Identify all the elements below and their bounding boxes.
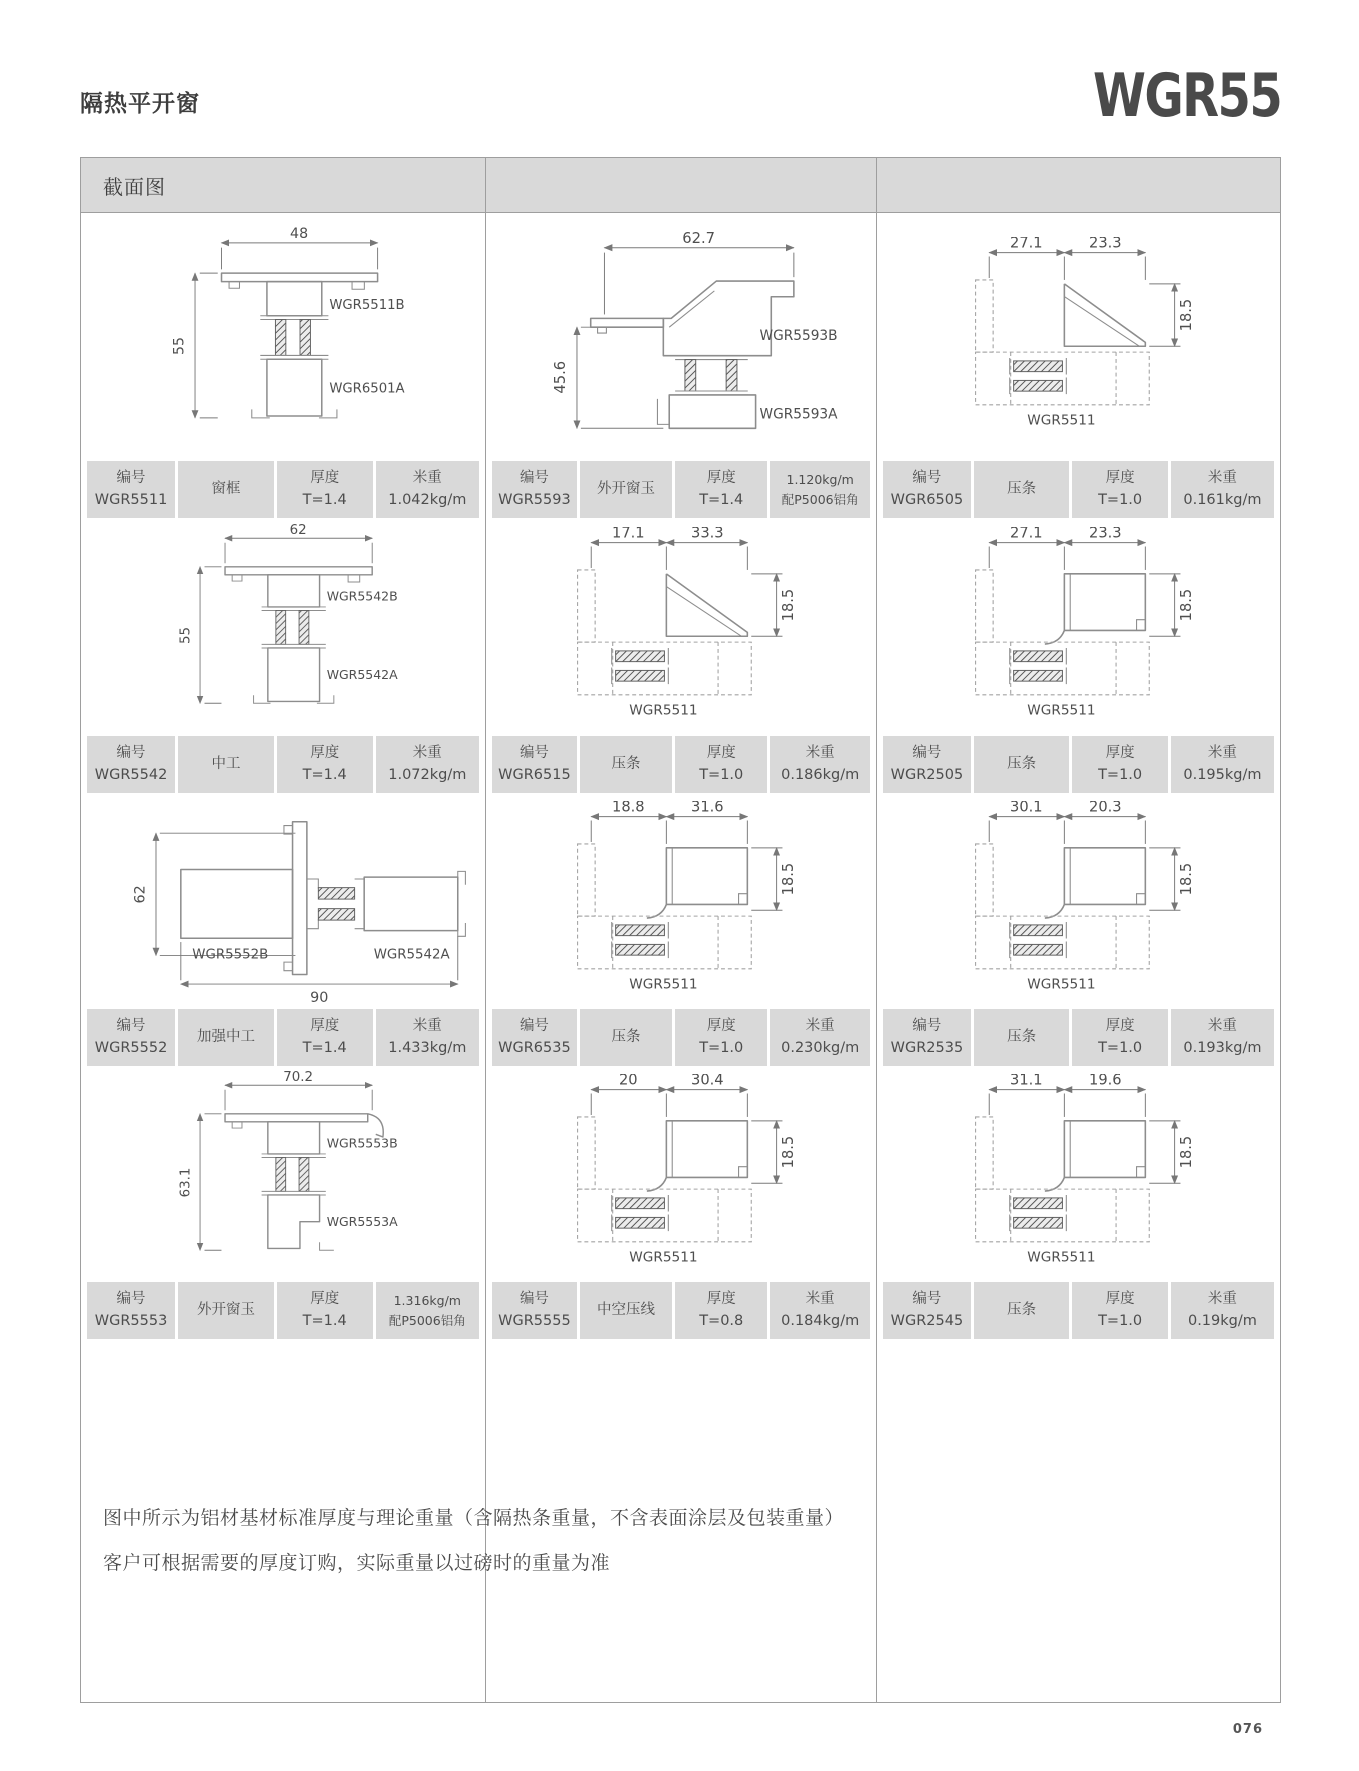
cross-section-drawing bbox=[92, 795, 474, 1007]
spec-name-cell bbox=[580, 1009, 672, 1066]
cross-section-drawing bbox=[118, 522, 448, 732]
spec-code-label: 编号 bbox=[519, 470, 549, 487]
spec-thickness-cell bbox=[675, 1009, 767, 1066]
spec-name-cell bbox=[580, 1282, 672, 1339]
spec-strip bbox=[877, 1009, 1280, 1066]
cross-section-drawing bbox=[913, 1074, 1245, 1274]
spec-weight-value: 0.230kg/m bbox=[781, 1039, 860, 1056]
profile-label: WGR5511 bbox=[1026, 1249, 1096, 1266]
profile-label: WGR5553A bbox=[326, 1214, 398, 1230]
spec-strip bbox=[486, 1282, 877, 1339]
spec-weight-cell bbox=[376, 461, 479, 518]
spec-code-cell bbox=[87, 736, 175, 793]
spec-code-value: WGR2545 bbox=[890, 1312, 964, 1329]
drawing-cell-wgr5593 bbox=[486, 213, 877, 461]
spec-weight-value: 0.193kg/m bbox=[1183, 1039, 1262, 1056]
dim-height-label: 18.5 bbox=[1177, 1135, 1195, 1169]
spec-code-cell bbox=[87, 461, 175, 518]
spec-thickness-cell bbox=[277, 461, 373, 518]
spec-thickness-label: 厚度 bbox=[706, 745, 736, 762]
spec-name-value: 压条 bbox=[611, 755, 641, 772]
profile-label: WGR5511 bbox=[629, 1249, 698, 1266]
spec-thickness-label: 厚度 bbox=[1105, 1018, 1135, 1035]
spec-code-label: 编号 bbox=[912, 470, 942, 487]
spec-thickness-cell bbox=[675, 461, 767, 518]
spec-code-value: WGR5555 bbox=[498, 1312, 571, 1329]
spec-code-value: WGR6505 bbox=[890, 491, 964, 508]
dim-width-label: 19.6 bbox=[1088, 1074, 1122, 1089]
dim-width-label: 62.7 bbox=[682, 231, 716, 247]
spec-thickness-value: T=1.0 bbox=[1098, 1312, 1143, 1329]
spec-thickness-cell bbox=[675, 1282, 767, 1339]
spec-code-cell bbox=[883, 1282, 971, 1339]
dim-width-label: 20.3 bbox=[1088, 801, 1122, 816]
spec-name-value: 中工 bbox=[211, 755, 241, 772]
spec-code-label: 编号 bbox=[116, 745, 146, 762]
spec-weight-value: 0.195kg/m bbox=[1183, 766, 1262, 783]
spec-code-label: 编号 bbox=[116, 1018, 146, 1035]
spec-name-cell bbox=[178, 461, 274, 518]
dim-height-label: 18.5 bbox=[780, 862, 798, 896]
spec-thickness-value: T=1.4 bbox=[302, 766, 347, 783]
spec-name-value: 中空压线 bbox=[597, 1301, 655, 1318]
spec-thickness-label: 厚度 bbox=[706, 1291, 736, 1308]
spec-name-cell bbox=[974, 1282, 1070, 1339]
spec-thickness-label: 厚度 bbox=[310, 745, 340, 762]
spec-name-cell bbox=[178, 1009, 274, 1066]
footer-cell bbox=[877, 1339, 1280, 1702]
spec-thickness-label: 厚度 bbox=[310, 1018, 340, 1035]
spec-name-value: 压条 bbox=[1007, 755, 1037, 772]
spec-code-cell bbox=[87, 1009, 175, 1066]
spec-code-cell bbox=[87, 1282, 175, 1339]
spec-code-label: 编号 bbox=[116, 1291, 146, 1308]
drawing-cell-wgr5542 bbox=[81, 518, 486, 736]
spec-strip bbox=[81, 1282, 486, 1339]
profile-label: WGR5553B bbox=[326, 1135, 398, 1151]
spec-thickness-label: 厚度 bbox=[706, 470, 736, 487]
spec-weight-value: 0.19kg/m bbox=[1187, 1312, 1257, 1329]
spec-weight-label: 米重 bbox=[805, 1018, 835, 1035]
spec-strip bbox=[81, 736, 486, 793]
spec-thickness-value: T=1.0 bbox=[699, 766, 744, 783]
dim-width-label: 20 bbox=[619, 1074, 638, 1089]
spec-weight-value: 1.433kg/m bbox=[388, 1039, 467, 1056]
dim-width-label: 30.4 bbox=[691, 1074, 724, 1089]
spec-name-cell bbox=[580, 461, 672, 518]
spec-code-label: 编号 bbox=[519, 745, 549, 762]
cross-section-drawing bbox=[515, 527, 847, 727]
spec-weight-cell bbox=[376, 736, 479, 793]
spec-code-value: WGR5511 bbox=[94, 491, 168, 508]
spec-code-label: 编号 bbox=[116, 470, 146, 487]
spec-name-value: 窗框 bbox=[211, 480, 241, 497]
profile-label: WGR5511 bbox=[629, 976, 698, 993]
spec-weight-label: 米重 bbox=[1207, 745, 1237, 762]
profile-geometry bbox=[578, 543, 783, 695]
dim-width-label: 90 bbox=[310, 990, 329, 1007]
spec-name-value: 压条 bbox=[1007, 1301, 1037, 1318]
model-number: WGR55 bbox=[1092, 61, 1281, 131]
drawing-cell-wgr5553 bbox=[81, 1066, 486, 1282]
spec-weight-value: 1.042kg/m bbox=[388, 491, 467, 508]
page-header bbox=[80, 60, 1281, 131]
dim-width-label: 31.6 bbox=[691, 801, 724, 816]
dim-width-label: 33.3 bbox=[691, 527, 724, 542]
spec-thickness-value: T=1.4 bbox=[302, 491, 347, 508]
profile-label: WGR5552B bbox=[192, 947, 269, 963]
dim-height-label: 55 bbox=[171, 336, 188, 356]
spec-weight-label: 米重 bbox=[412, 1018, 442, 1035]
spec-code-label: 编号 bbox=[912, 1018, 942, 1035]
spec-strip bbox=[486, 736, 877, 793]
spec-weight-value: 1.120kg/m bbox=[786, 472, 854, 488]
spec-code-cell bbox=[883, 461, 971, 518]
spec-thickness-cell bbox=[1072, 1009, 1168, 1066]
dim-height-label: 18.5 bbox=[1177, 588, 1195, 622]
dim-height-label: 45.6 bbox=[552, 360, 570, 394]
spec-strip bbox=[81, 461, 486, 518]
dim-height-label: 18.5 bbox=[780, 1135, 798, 1169]
dim-width-label: 27.1 bbox=[1009, 527, 1043, 542]
spec-thickness-cell bbox=[1072, 736, 1168, 793]
spec-thickness-value: T=1.0 bbox=[1098, 766, 1143, 783]
drawing-cell-wgr2545 bbox=[877, 1066, 1280, 1282]
spec-name-value: 压条 bbox=[1007, 1028, 1037, 1045]
drawing-cell-wgr6515 bbox=[486, 518, 877, 736]
spec-name-value: 压条 bbox=[611, 1028, 641, 1045]
profile-geometry bbox=[975, 543, 1180, 695]
drawing-cell-wgr2505 bbox=[877, 518, 1280, 736]
dim-width-label: 30.1 bbox=[1009, 801, 1043, 816]
spec-weight-cell bbox=[1171, 736, 1274, 793]
spec-code-cell bbox=[883, 736, 971, 793]
spec-thickness-label: 厚度 bbox=[1105, 1291, 1135, 1308]
spec-weight-label: 米重 bbox=[1207, 1291, 1237, 1308]
spec-code-value: WGR5552 bbox=[94, 1039, 168, 1056]
dim-height-label: 55 bbox=[178, 626, 194, 644]
footer-note-line-1: 图中所示为铝材基材标准厚度与理论重量（含隔热条重量，不含表面涂层及包装重量） bbox=[103, 1507, 845, 1529]
spec-weight-value: 0.161kg/m bbox=[1183, 491, 1262, 508]
table-header-cell bbox=[81, 158, 486, 213]
dim-width-label: 23.3 bbox=[1088, 527, 1122, 542]
spec-thickness-value: T=1.4 bbox=[302, 1039, 347, 1056]
dim-height-label: 63.1 bbox=[178, 1167, 194, 1198]
profile-geometry bbox=[975, 817, 1180, 969]
spec-name-cell bbox=[178, 1282, 274, 1339]
spec-code-value: WGR5542 bbox=[94, 766, 168, 783]
spec-thickness-cell bbox=[277, 1009, 373, 1066]
spec-weight-cell bbox=[770, 1282, 870, 1339]
spec-weight-value: 1.072kg/m bbox=[388, 766, 467, 783]
drawing-cell-wgr6505 bbox=[877, 213, 1280, 461]
spec-weight-value: 0.186kg/m bbox=[781, 766, 860, 783]
profile-geometry bbox=[578, 1090, 783, 1242]
spec-code-label: 编号 bbox=[519, 1018, 549, 1035]
profile-label: WGR5593B bbox=[759, 327, 838, 344]
spec-thickness-value: T=1.0 bbox=[1098, 1039, 1143, 1056]
spec-name-cell bbox=[974, 1009, 1070, 1066]
spec-weight-value: 0.184kg/m bbox=[781, 1312, 860, 1329]
spec-weight-cell bbox=[1171, 461, 1274, 518]
spec-weight-label: 米重 bbox=[805, 745, 835, 762]
spec-weight-label: 米重 bbox=[1207, 1018, 1237, 1035]
cross-section-drawing bbox=[913, 801, 1245, 1001]
cross-section-drawing bbox=[515, 1074, 847, 1274]
spec-thickness-value: T=1.0 bbox=[1098, 491, 1143, 508]
spec-name-value: 外开窗玉 bbox=[196, 1301, 255, 1318]
spec-name-cell bbox=[974, 736, 1070, 793]
dim-width-label: 48 bbox=[290, 226, 309, 243]
spec-table bbox=[80, 157, 1281, 1703]
spec-strip bbox=[877, 1282, 1280, 1339]
cross-section-drawing bbox=[515, 801, 847, 1001]
spec-code-value: WGR2505 bbox=[890, 766, 964, 783]
spec-thickness-label: 厚度 bbox=[310, 470, 340, 487]
spec-code-cell bbox=[492, 736, 577, 793]
spec-weight-label: 米重 bbox=[1207, 470, 1237, 487]
spec-code-cell bbox=[492, 1282, 577, 1339]
spec-weight-label: 米重 bbox=[805, 1291, 835, 1308]
spec-thickness-value: T=1.4 bbox=[302, 1312, 347, 1329]
profile-geometry bbox=[975, 1090, 1180, 1242]
profile-label: WGR5511 bbox=[1026, 702, 1096, 719]
spec-strip bbox=[81, 1009, 486, 1066]
drawing-cell-wgr5511 bbox=[81, 213, 486, 461]
spec-thickness-label: 厚度 bbox=[1105, 745, 1135, 762]
profile-label: WGR5511 bbox=[1026, 976, 1096, 993]
dim-width-label: 17.1 bbox=[612, 527, 645, 542]
profile-geometry bbox=[975, 253, 1180, 405]
page-number: 076 bbox=[1232, 1722, 1263, 1737]
footer-note bbox=[103, 1496, 844, 1586]
cross-section-drawing bbox=[118, 1069, 448, 1279]
spec-code-cell bbox=[883, 1009, 971, 1066]
spec-thickness-cell bbox=[675, 736, 767, 793]
page-title: 隔热平开窗 bbox=[80, 91, 200, 117]
spec-thickness-label: 厚度 bbox=[706, 1018, 736, 1035]
spec-strip bbox=[877, 736, 1280, 793]
drawing-cell-wgr2535 bbox=[877, 793, 1280, 1009]
dim-width-label: 27.1 bbox=[1009, 237, 1043, 252]
spec-name-value: 压条 bbox=[1007, 480, 1037, 497]
spec-strip bbox=[486, 1009, 877, 1066]
profile-label: WGR6501A bbox=[329, 381, 405, 397]
table-header-cell bbox=[877, 158, 1280, 213]
spec-thickness-value: T=1.0 bbox=[699, 1039, 744, 1056]
profile-label: WGR5511 bbox=[1026, 412, 1096, 429]
spec-weight-cell bbox=[770, 461, 870, 518]
spec-code-label: 编号 bbox=[912, 745, 942, 762]
section-header: 截面图 bbox=[103, 174, 166, 199]
footer-note-line-2: 客户可根据需要的厚度订购，实际重量以过磅时的重量为准 bbox=[103, 1552, 611, 1574]
spec-name-value: 加强中工 bbox=[196, 1028, 255, 1045]
profile-label: WGR5542A bbox=[326, 667, 398, 683]
cross-section-drawing bbox=[913, 527, 1245, 727]
spec-code-cell bbox=[492, 1009, 577, 1066]
spec-code-value: WGR2535 bbox=[890, 1039, 964, 1056]
drawing-cell-wgr5552 bbox=[81, 793, 486, 1009]
spec-thickness-cell bbox=[277, 1282, 373, 1339]
spec-name-cell bbox=[974, 461, 1070, 518]
profile-label: WGR5593A bbox=[759, 405, 838, 422]
dim-width-label: 18.8 bbox=[612, 801, 645, 816]
spec-thickness-cell bbox=[277, 736, 373, 793]
spec-weight-cell bbox=[376, 1282, 479, 1339]
cross-section-drawing bbox=[514, 232, 848, 443]
spec-weight-cell bbox=[1171, 1009, 1274, 1066]
spec-thickness-cell bbox=[1072, 461, 1168, 518]
spec-code-value: WGR5553 bbox=[94, 1312, 168, 1329]
spec-code-value: WGR6535 bbox=[498, 1039, 571, 1056]
spec-name-value: 外开窗玉 bbox=[597, 480, 655, 497]
spec-weight-note: 配P5006铝角 bbox=[388, 1312, 466, 1328]
spec-name-cell bbox=[178, 736, 274, 793]
spec-weight-note: 配P5006铝角 bbox=[781, 491, 859, 507]
spec-thickness-cell bbox=[1072, 1282, 1168, 1339]
spec-code-value: WGR5593 bbox=[498, 491, 571, 508]
dim-height-label: 18.5 bbox=[1177, 862, 1195, 896]
cross-section-drawing bbox=[108, 224, 458, 450]
dim-height-label: 18.5 bbox=[780, 588, 798, 622]
spec-weight-label: 米重 bbox=[412, 745, 442, 762]
spec-weight-cell bbox=[770, 736, 870, 793]
drawing-cell-wgr6535 bbox=[486, 793, 877, 1009]
profile-label: WGR5511B bbox=[329, 298, 405, 314]
table-header-cell bbox=[486, 158, 877, 213]
dim-width-label: 31.1 bbox=[1009, 1074, 1043, 1089]
spec-name-cell bbox=[580, 736, 672, 793]
spec-thickness-label: 厚度 bbox=[1105, 470, 1135, 487]
spec-thickness-label: 厚度 bbox=[310, 1291, 340, 1308]
spec-strip bbox=[877, 461, 1280, 518]
spec-weight-value: 1.316kg/m bbox=[393, 1293, 461, 1309]
profile-label: WGR5542A bbox=[373, 947, 450, 963]
cross-section-drawing bbox=[913, 237, 1245, 437]
spec-weight-cell bbox=[1171, 1282, 1274, 1339]
spec-strip bbox=[486, 461, 877, 518]
spec-code-cell bbox=[492, 461, 577, 518]
spec-thickness-value: T=0.8 bbox=[699, 1312, 744, 1329]
spec-thickness-value: T=1.4 bbox=[699, 491, 744, 508]
profile-label: WGR5511 bbox=[629, 702, 698, 719]
dim-width-label: 23.3 bbox=[1088, 237, 1122, 252]
spec-code-label: 编号 bbox=[519, 1291, 549, 1308]
drawing-cell-wgr5555 bbox=[486, 1066, 877, 1282]
dim-height-label: 18.5 bbox=[1177, 298, 1195, 332]
dim-width-label: 62 bbox=[289, 522, 307, 538]
profile-label: WGR5542B bbox=[326, 588, 398, 604]
spec-code-value: WGR6515 bbox=[498, 766, 571, 783]
spec-code-label: 编号 bbox=[912, 1291, 942, 1308]
spec-weight-label: 米重 bbox=[412, 470, 442, 487]
spec-weight-cell bbox=[376, 1009, 479, 1066]
spec-weight-cell bbox=[770, 1009, 870, 1066]
dim-height-label: 62 bbox=[132, 885, 149, 904]
dim-width-label: 70.2 bbox=[283, 1069, 314, 1085]
profile-geometry bbox=[578, 817, 783, 969]
